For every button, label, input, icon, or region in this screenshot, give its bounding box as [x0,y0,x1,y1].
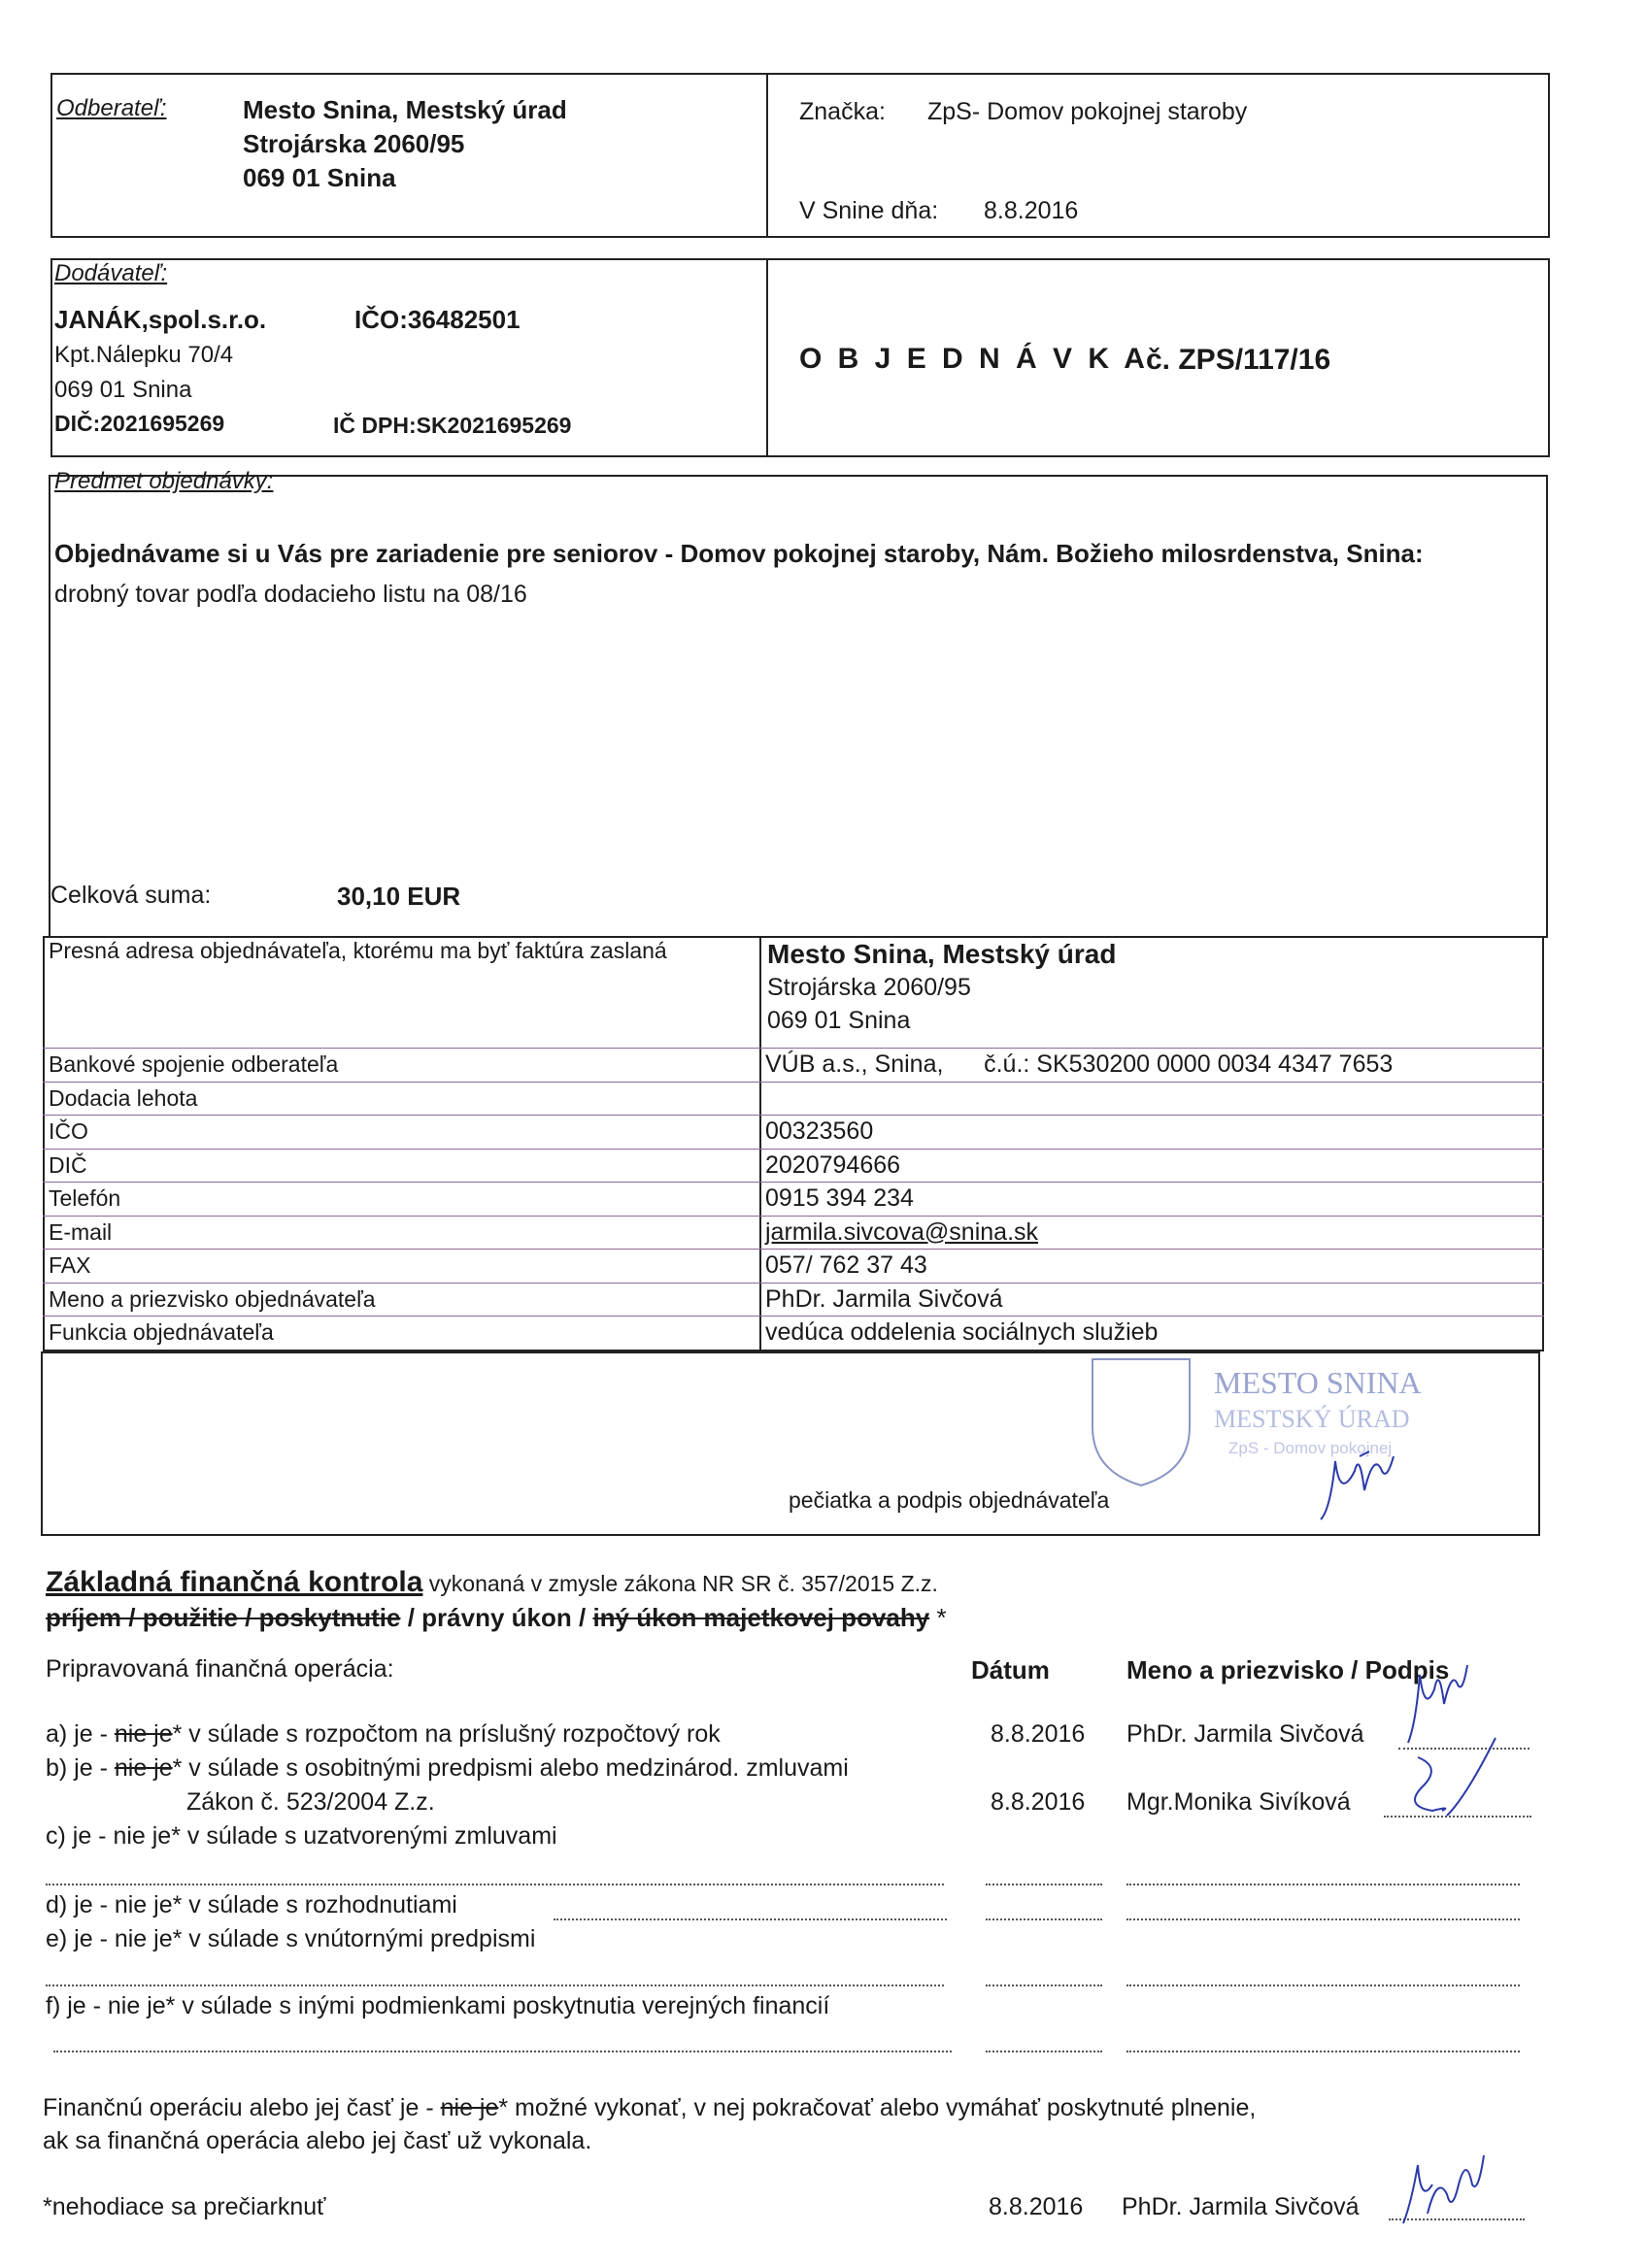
svg-text:ZpS - Domov pokojnej: ZpS - Domov pokojnej [1228,1439,1393,1457]
customer-street: Strojárska 2060/95 [243,129,465,158]
subject-label: Predmet objednávky: [54,468,274,494]
row-value: vedúca oddelenia sociálnych služieb [765,1318,1159,1346]
conclusion-line2: ak sa finančná operácia alebo jej časť už vykonala. [43,2127,592,2154]
text-segment: * v súlade s osobitnými predpismi alebo medzinárod. zmluvami [172,1754,849,1782]
supplier-label: Dodávateľ: [54,260,168,286]
row-divider [43,1182,1544,1183]
divider [766,73,768,238]
customer-address [243,93,567,195]
col-name: Meno a priezvisko / Podpis [1126,1655,1450,1684]
item-a [46,1720,721,1749]
customer-name: Mesto Snina, Mestský úrad [243,95,567,124]
billing-address [767,938,1116,1037]
dotted-line [986,1918,1102,1920]
supplier-icdph: IČ DPH:SK2021695269 [333,413,572,438]
signature-icon [1301,1427,1447,1534]
divider [759,936,761,1351]
text-segment: a) je - [46,1720,115,1748]
row-divider [43,1048,1544,1049]
reference-label: Značka: [799,98,886,125]
row-label: Telefón [49,1185,121,1211]
dotted-line [554,1918,947,1920]
text-segment: * v súlade s rozpočtom na príslušný rozpočtový rok [172,1720,721,1748]
row-divider [43,1249,1544,1250]
stamp-caption: pečiatka a podpis objednávateľa [789,1487,1110,1513]
customer-city: 069 01 Snina [243,163,396,192]
row-label: IČO [49,1118,88,1144]
total-label: Celková suma: [50,882,212,909]
order-title: O B J E D N Á V K A [799,343,1149,375]
footnote: *nehodiace sa prečiarknuť [43,2193,326,2220]
item-c: c) je - nie je* v súlade s uzatvorenými zmluvami [46,1822,557,1850]
address-label: Presná adresa objednávateľa, ktorému ma byť faktúra zaslaná [49,938,667,963]
email-link[interactable]: jarmila.sivcova@snina.sk [765,1217,1039,1246]
customer-label: Odberateľ: [56,95,167,121]
row-value: 0915 394 234 [765,1184,914,1212]
row-divider [43,1115,1544,1116]
row-label: Meno a priezvisko objednávateľa [49,1285,376,1312]
row-divider [43,1316,1544,1317]
text-segment: nie je [114,1754,173,1782]
control-law: vykonaná v zmysle zákona NR SR č. 357/2015 Z.z. [422,1571,938,1596]
row-label: FAX [49,1252,91,1278]
asterisk: * [929,1603,947,1632]
text-segment: * možné vykonať, v nej pokračovať alebo vymáhať poskytnuté plnenie, [498,2094,1257,2121]
dotted-line [986,2051,1102,2052]
row-divider [43,1216,1544,1217]
supplier-street: Kpt.Nálepku 70/4 [54,342,234,368]
total-value: 30,10 EUR [337,882,461,911]
signature-icon [1389,2146,1525,2233]
row-label: Dodacia lehota [49,1084,198,1111]
signature-icon [1389,1651,1534,1835]
item-a-date: 8.8.2016 [991,1720,1086,1748]
col-date: Dátum [971,1655,1050,1684]
control-heading [46,1566,938,1599]
supplier-name: JANÁK,spol.s.r.o. [54,305,267,334]
text-segment: nie je [440,2094,499,2121]
date-value: 8.8.2016 [984,197,1079,224]
subject-line: drobný tovar podľa dodacieho listu na 08/16 [54,581,527,608]
dotted-line [46,1984,944,1986]
text-segment: Finančnú operáciu alebo jej časť je - [43,2094,441,2121]
row-value: 2020794666 [765,1151,901,1179]
item-e: e) je - nie je* v súlade s vnútornými predpismi [46,1925,536,1952]
billing-name: Mesto Snina, Mestský úrad [767,939,1117,969]
item-b [46,1754,849,1783]
row-divider [43,1283,1544,1284]
row-value: 00323560 [765,1117,874,1145]
supplier-dic: DIČ:2021695269 [54,411,225,436]
row-label: Funkcia objednávateľa [49,1319,274,1345]
text-segment: nie je [114,1720,173,1748]
row-label: DIČ [49,1151,87,1178]
type-struck: príjem / použitie / poskytnutie [46,1603,401,1632]
item-b-law: Zákon č. 523/2004 Z.z. [186,1788,435,1816]
row-label: Bankové spojenie odberateľa [49,1051,339,1077]
dotted-line [1126,1984,1520,1986]
final-name: PhDr. Jarmila Sivčová [1122,2193,1360,2220]
item-f: f) je - nie je* v súlade s inými podmienkami poskytnutia verejných financií [46,1992,830,2019]
billing-city: 069 01 Snina [767,1007,911,1034]
item-b-date: 8.8.2016 [991,1788,1086,1816]
control-title: Základná finančná kontrola [46,1566,423,1598]
item-b-name: Mgr.Monika Sivíková [1126,1788,1351,1816]
divider [766,258,768,457]
final-date: 8.8.2016 [989,2193,1084,2220]
dotted-line [1126,2051,1520,2052]
text-segment: b) je - [46,1754,115,1782]
dotted-line [986,1884,1102,1885]
order-number: č. ZPS/117/16 [1146,344,1331,376]
item-d: d) je - nie je* v súlade s rozhodnutiami [46,1891,457,1918]
dotted-line [53,2051,952,2052]
supplier-city: 069 01 Snina [54,377,192,403]
supplier-ico: IČO:36482501 [354,305,521,334]
dotted-line [46,1884,944,1885]
reference-value: ZpS- Domov pokojnej staroby [927,98,1248,125]
row-value: PhDr. Jarmila Sivčová [765,1284,1003,1313]
dotted-line [1126,1918,1520,1920]
billing-street: Strojárska 2060/95 [767,974,971,1001]
row-label: E-mail [49,1218,113,1245]
operation-label: Pripravovaná finančná operácia: [46,1655,394,1683]
item-a-name: PhDr. Jarmila Sivčová [1126,1720,1364,1748]
row-divider [43,1149,1544,1150]
type-struck: iný úkon majetkovej povahy [592,1603,930,1632]
dotted-line [986,1984,1102,1986]
row-value: VÚB a.s., Snina, č.ú.: SK530200 0000 0034 4347 7653 [765,1051,1394,1078]
control-types [46,1603,947,1633]
svg-text:MESTO SNINA: MESTO SNINA [1214,1365,1422,1400]
row-divider [43,1082,1544,1083]
dotted-line [1126,1884,1520,1885]
subject-bold-line: Objednávame si u Vás pre zariadenie pre seniorov - Domov pokojnej staroby, Nám. Božieho milosrdenstva, Snina: [54,539,1424,568]
date-label: V Snine dňa: [799,197,939,224]
svg-text:MESTSKÝ ÚRAD: MESTSKÝ ÚRAD [1214,1405,1410,1433]
type-legal-act: / právny úkon / [400,1603,593,1632]
conclusion [43,2094,1256,2122]
row-value: 057/ 762 37 43 [765,1251,927,1279]
